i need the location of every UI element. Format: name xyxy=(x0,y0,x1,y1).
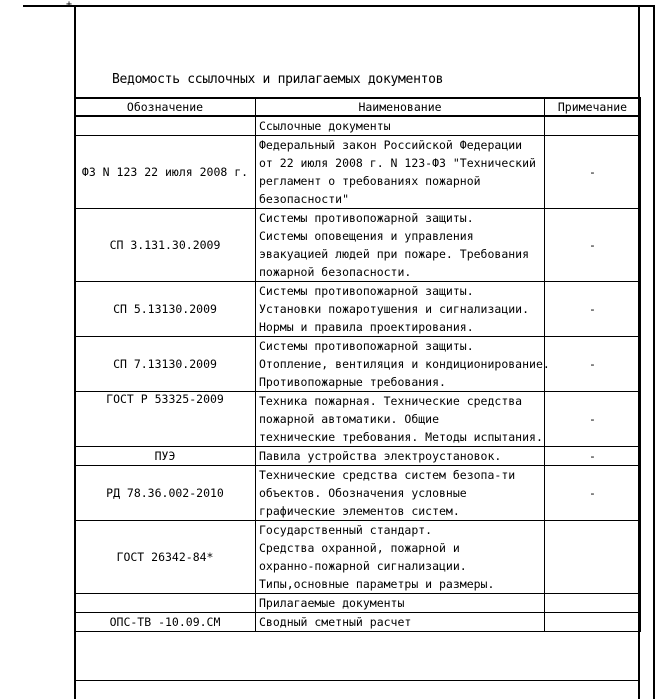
table-row xyxy=(75,613,641,632)
name-line: Павила устройства электроустановок. xyxy=(259,449,502,463)
name-cell xyxy=(256,466,545,521)
table-row xyxy=(75,136,641,209)
table-row xyxy=(75,466,641,521)
table-section-row xyxy=(75,594,641,613)
column-header-name: Наименование xyxy=(256,98,545,116)
table-section-row xyxy=(75,116,641,136)
name-line: эвакуацией людей при пожаре. Требования xyxy=(259,247,530,261)
name-line: графические элементов систем. xyxy=(259,504,460,518)
note-cell: - xyxy=(545,337,641,392)
name-line: Прилагаемые документы xyxy=(259,596,405,610)
name-cell xyxy=(256,521,545,594)
name-line: Системы противопожарной защиты. xyxy=(259,284,474,298)
table-row xyxy=(75,209,641,282)
name-line: Системы противопожарной защиты. xyxy=(259,339,474,353)
name-line: объектов. Обозначения условные xyxy=(259,486,467,500)
designation-cell: ГОСТ Р 53325-2009 xyxy=(75,392,256,447)
name-cell xyxy=(256,594,545,613)
name-line: Технические средства систем безопа-ти xyxy=(259,468,516,482)
name-line: Техника пожарная. Технические средства xyxy=(259,394,523,408)
designation-cell: РД 78.36.002-2010 xyxy=(75,466,256,521)
name-line: Сводный сметный расчет xyxy=(259,615,412,629)
sheet-bottom-line xyxy=(74,680,640,681)
note-cell: - xyxy=(545,209,641,282)
note-cell: - xyxy=(545,136,641,209)
name-cell xyxy=(256,613,545,632)
name-cell xyxy=(256,447,545,466)
document-title: Ведомость ссылочных и прилагаемых документов xyxy=(112,72,444,87)
designation-cell xyxy=(75,594,256,613)
table-row xyxy=(75,447,641,466)
name-line: регламент о требованиях пожарной xyxy=(259,174,481,188)
name-line: Системы противопожарной защиты. xyxy=(259,211,474,225)
designation-cell: ГОСТ 26342-84* xyxy=(75,521,256,594)
designation-cell: ОПС-ТВ -10.09.СМ xyxy=(75,613,256,632)
note-cell: - xyxy=(545,392,641,447)
note-cell: - xyxy=(545,447,641,466)
note-cell: - xyxy=(545,466,641,521)
name-cell xyxy=(256,136,545,209)
name-cell xyxy=(256,209,545,282)
name-line: Ссылочные документы xyxy=(259,119,391,133)
name-line: безопасности" xyxy=(259,192,350,206)
drawing-frame-right xyxy=(653,5,655,699)
name-line: Нормы и правила проектирования. xyxy=(259,320,474,334)
note-cell xyxy=(545,116,641,136)
name-line: пожарной автоматики. Общие xyxy=(259,412,440,426)
name-line: технические требования. Методы испытания. xyxy=(259,430,543,444)
name-cell xyxy=(256,392,545,447)
name-line: Типы,основные параметры и размеры. xyxy=(259,577,495,591)
table-row xyxy=(75,337,641,392)
name-line: Системы оповещения и управления xyxy=(259,229,474,243)
corner-mark: + xyxy=(66,0,73,10)
table-row xyxy=(75,521,641,594)
references-table xyxy=(74,97,641,632)
name-line: Установки пожаротушения и сигнализации. xyxy=(259,302,530,316)
name-cell xyxy=(256,337,550,392)
designation-cell: СП 5.13130.2009 xyxy=(75,282,256,337)
designation-cell: ПУЭ xyxy=(75,447,256,466)
designation-cell: СП 3.131.30.2009 xyxy=(75,209,256,282)
designation-cell xyxy=(75,116,256,136)
name-line: Отопление, вентиляция и кондиционирование. xyxy=(259,357,550,371)
name-line: Государственный стандарт. xyxy=(259,523,433,537)
note-cell xyxy=(545,613,641,632)
name-line: от 22 июля 2008 г. N 123-ФЗ "Технический xyxy=(259,156,536,170)
name-cell xyxy=(256,282,545,337)
column-header-designation: Обозначение xyxy=(75,98,256,116)
designation-cell: ФЗ N 123 22 июля 2008 г. xyxy=(75,136,256,209)
name-line: Федеральный закон Российской Федерации xyxy=(259,138,523,152)
name-line: Противопожарные требования. xyxy=(259,375,446,389)
note-cell xyxy=(545,594,641,613)
name-line: пожарной безопасности. xyxy=(259,265,412,279)
name-line: Средства охранной, пожарной и xyxy=(259,541,460,555)
column-header-note: Примечание xyxy=(545,98,641,116)
name-cell xyxy=(256,116,545,136)
note-cell xyxy=(545,521,641,594)
table-row xyxy=(75,392,641,447)
designation-cell: СП 7.13130.2009 xyxy=(75,337,256,392)
table-header-row xyxy=(75,98,641,116)
table-row xyxy=(75,282,641,337)
name-line: охранно-пожарной сигнализации. xyxy=(259,559,467,573)
note-cell: - xyxy=(545,282,641,337)
